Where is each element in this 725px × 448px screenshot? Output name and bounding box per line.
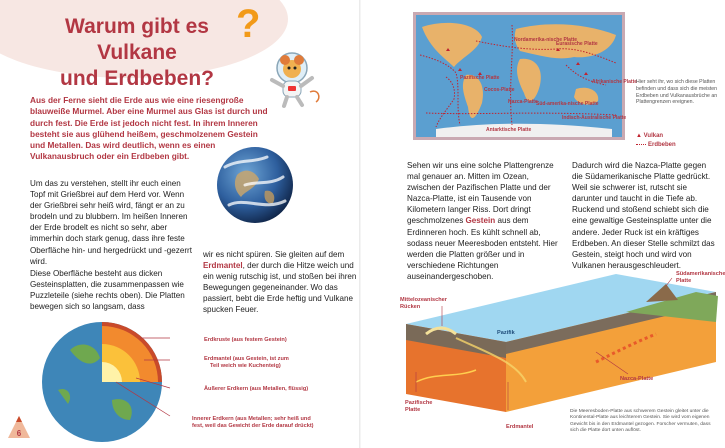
map-label-south-america: Süd-amerika-nische Platte xyxy=(536,101,599,107)
paragraph-4-start: Sehen wir uns eine solche Plattengrenze mal genauer an. Mitten im Ozean, zwischen der Pazifischen Platte und der Nazca-Platte, ist ein Tausende von Kilometern langer Riss. Dort dringt geschmolzenes xyxy=(407,161,554,226)
map-label-na: Nordamerika-nische Platte xyxy=(514,37,578,43)
map-label-pacific: Pazifische Platte xyxy=(460,75,500,81)
legend-quake-label: Erdbeben xyxy=(648,142,676,148)
label-nazca-plate: Nazca-Platte xyxy=(620,376,654,382)
map-label-africa: Afrikanische Platte xyxy=(592,79,638,85)
label-pacific-ocean: Pazifik xyxy=(497,330,515,336)
label-erdmantel-2: Teil weich wie Kuchenteig) xyxy=(210,363,281,369)
label-innerer-erdkern-1: Innerer Erdkern (aus Metallen; sehr heiß und xyxy=(192,416,311,422)
map-legend xyxy=(636,132,676,150)
quake-line-icon xyxy=(636,144,646,145)
label-ridge-1: Mittelozeanischer xyxy=(400,297,447,303)
page-title xyxy=(32,14,242,92)
body-paragraph-3 xyxy=(203,249,360,316)
body-paragraph-5: Dadurch wird die Nazca-Platte gegen die Südamerikanische Platte gedrückt. Weil sie schwerer ist, rutscht sie darunter und taucht in die Tiefe ab. Ruckend und stoßend schiebt sich die eine gewaltige Gesteinsplatte unter die andere. Jeder Ruck ist ein kräftiges Erdbeben. An dieser Stelle schmilzt das Gestein, steigt hoch und wird von Vulkanen herausgeschleudert. xyxy=(572,161,715,270)
paragraph-4-end: aus dem Erdinneren hoch. Es kühlt schnell ab, sodass neuer Meeresboden entsteht. Hier werden die Platten größer und in verschiedene Richtungen auseinandergeschoben. xyxy=(407,216,558,281)
page-number: 6 xyxy=(16,429,22,438)
map-label-indo-australia: Indisch-Australische Platte xyxy=(562,115,627,121)
map-label-antarctic: Antarktische Platte xyxy=(486,127,532,133)
map-label-nazca: Nazca-Platte xyxy=(508,99,538,105)
label-erdmantel-1: Erdmantel (aus Gestein, ist zum xyxy=(204,356,289,362)
earth-interior-diagram xyxy=(40,320,175,435)
paragraph-3-start: wir es nicht spüren. Sie gleiten auf dem xyxy=(203,250,345,259)
label-erdkruste: Erdkruste (aus festem Gestein) xyxy=(204,337,287,343)
title-line-2: und Erdbeben? xyxy=(60,67,214,90)
question-mark-icon: ? xyxy=(236,2,261,46)
label-pacific-plate-1: Pazifische xyxy=(405,400,433,406)
book-spine xyxy=(359,0,361,448)
legend-quake xyxy=(636,141,676,150)
volcano-icon: ▲ xyxy=(636,133,642,139)
map-caption: Hier seht ihr, wo sich diese Platten befinden und dass sich die meisten Erdbeben und Vulkanausbrüche an Plattengrenzen ereignen. xyxy=(636,79,718,106)
map-label-cocos: Cocos-Platte xyxy=(484,87,515,93)
block-caption: Die Meeresboden-Platte aus schwerem Gestein gleitet unter die Kontinental-Platte aus leichterem Gestein. Sie wird vom eigenen Gewicht bis in den Erdmantel gezogen. Forscher vermuten, dass sich die Platte dort unten auflöst. xyxy=(570,409,711,434)
intro-text: Aus der Ferne sieht die Erde aus wie eine riesengroße blauweiße Murmel. Aber eine Murmel aus Glas ist durch und durch fest. Die Erde ist jedoch nicht fest. In ihrem Inneren besteht sie aus glühend heißem, geschmolzenem Gestein und Metallen. Das wird deutlich, wenn es einen Vulkanausbruch oder ein Erdbeben gibt. xyxy=(30,95,268,162)
paragraph-3-end: , der durch die Hitze weich und ein wenig rutschig ist, und stoßen bei ihren Bewegungen gegeneinander. Wo das passiert, bebt die Erde heftig und Vulkane spucken Feuer. xyxy=(203,261,357,315)
world-map-drawing xyxy=(416,15,638,137)
label-sa-plate-1: Südamerikanische xyxy=(676,271,725,277)
keyword-gestein: Gestein xyxy=(465,216,496,226)
label-ridge-2: Rücken xyxy=(400,304,421,310)
label-mantle: Erdmantel xyxy=(506,424,534,430)
label-aeusserer-erdkern: Äußerer Erdkern (aus Metallen, flüssig) xyxy=(204,386,309,392)
tectonic-plates-map xyxy=(413,12,638,140)
keyword-erdmantel: Erdmantel xyxy=(203,261,243,271)
label-pacific-plate-2: Platte xyxy=(405,407,421,413)
map-label-eurasia: Eurasische Platte xyxy=(556,41,598,47)
page-number-badge xyxy=(6,412,32,440)
earth-globe-image xyxy=(215,145,295,225)
body-paragraph-1: Um das zu verstehen, stellt ihr euch einen Topf mit Grießbrei auf dem Herd vor. Wenn der Grießbrei sehr heiß wird, fängt er an zu brodeln und zu blubbern. Im heißen Inneren der Erde brodelt es nicht so sehr, aber immerhin doch stark genug, dass ihre feste Oberfläche hin- und hergedrückt und -gezerrt wird. xyxy=(30,179,192,266)
label-innerer-erdkern-2: fest, weil das Gewicht der Erde darauf drückt) xyxy=(192,423,314,429)
mouse-astronaut-illustration xyxy=(266,48,328,110)
body-paragraph-2: Diese Oberfläche besteht aus dicken Gesteinsplatten, die zusammenpassen wie Puzzleteile (siehe rechts oben). Die Platten bewegen sich so langsam, dass xyxy=(30,269,185,312)
legend-volcano xyxy=(636,132,676,141)
label-sa-plate-2: Platte xyxy=(676,278,692,284)
legend-volcano-label: Vulkan xyxy=(643,133,664,139)
title-line-1: Warum gibt es Vulkane xyxy=(65,15,209,64)
